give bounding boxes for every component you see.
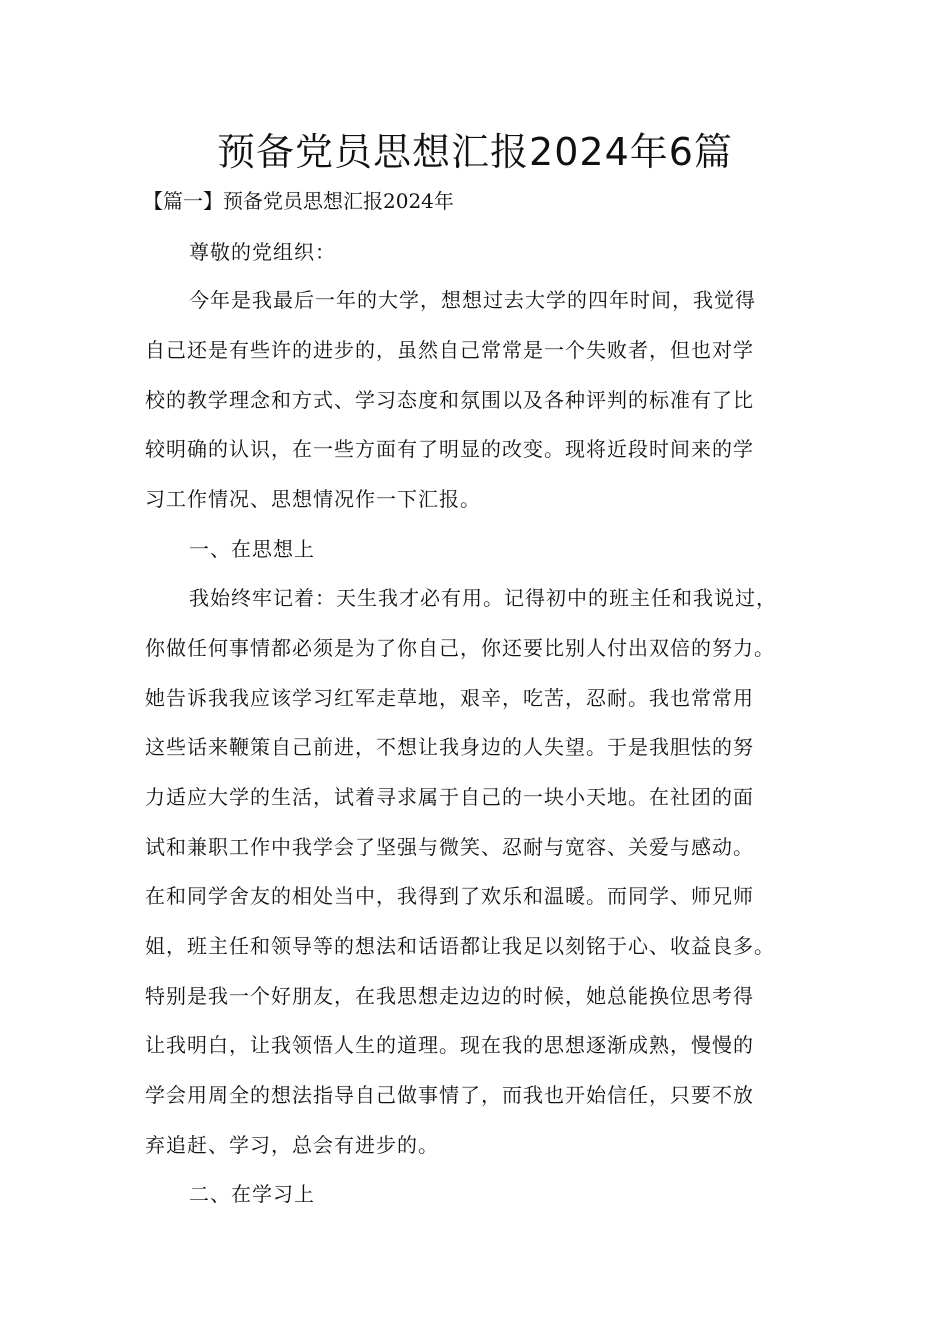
- paragraph-line: 试和兼职工作中我学会了坚强与微笑、忍耐与宽容、关爱与感动。: [145, 835, 754, 859]
- subsection-heading: 一、在思想上: [189, 537, 315, 561]
- paragraph-line: 今年是我最后一年的大学，想想过去大学的四年时间，我觉得: [189, 288, 756, 312]
- paragraph-line: 让我明白，让我领悟人生的道理。现在我的思想逐渐成熟，慢慢的: [145, 1033, 754, 1057]
- paragraph-line: 她告诉我我应该学习红军走草地，艰辛，吃苦，忍耐。我也常常用: [145, 686, 754, 710]
- paragraph-line: 弃追赶、学习，总会有进步的。: [145, 1133, 439, 1157]
- paragraph-line: 特别是我一个好朋友，在我思想走边边的时候，她总能换位思考得: [145, 984, 754, 1008]
- paragraph-line: 自己还是有些许的进步的，虽然自己常常是一个失败者，但也对学: [145, 338, 754, 362]
- paragraph-line: 你做任何事情都必须是为了你自己，你还要比别人付出双倍的努力。: [145, 636, 775, 660]
- paragraph-line: 习工作情况、思想情况作一下汇报。: [145, 487, 481, 511]
- section-heading: 【篇一】预备党员思想汇报2024年: [143, 189, 454, 213]
- paragraph-line: 校的教学理念和方式、学习态度和氛围以及各种评判的标准有了比: [145, 388, 754, 412]
- paragraph-line: 我始终牢记着：天生我才必有用。记得初中的班主任和我说过，: [189, 586, 777, 610]
- paragraph-line: 这些话来鞭策自己前进，不想让我身边的人失望。于是我胆怯的努: [145, 735, 754, 759]
- paragraph-line: 在和同学舍友的相处当中，我得到了欢乐和温暖。而同学、师兄师: [145, 884, 754, 908]
- salutation: 尊敬的党组织：: [189, 240, 336, 264]
- paragraph-line: 学会用周全的想法指导自己做事情了，而我也开始信任，只要不放: [145, 1083, 754, 1107]
- paragraph-line: 力适应大学的生活，试着寻求属于自己的一块小天地。在社团的面: [145, 785, 754, 809]
- document-title: 预备党员思想汇报2024年6篇: [217, 130, 733, 174]
- paragraph-line: 姐，班主任和领导等的想法和话语都让我足以刻铭于心、收益良多。: [145, 934, 775, 958]
- subsection-heading: 二、在学习上: [189, 1182, 315, 1206]
- paragraph-line: 较明确的认识，在一些方面有了明显的改变。现将近段时间来的学: [145, 437, 754, 461]
